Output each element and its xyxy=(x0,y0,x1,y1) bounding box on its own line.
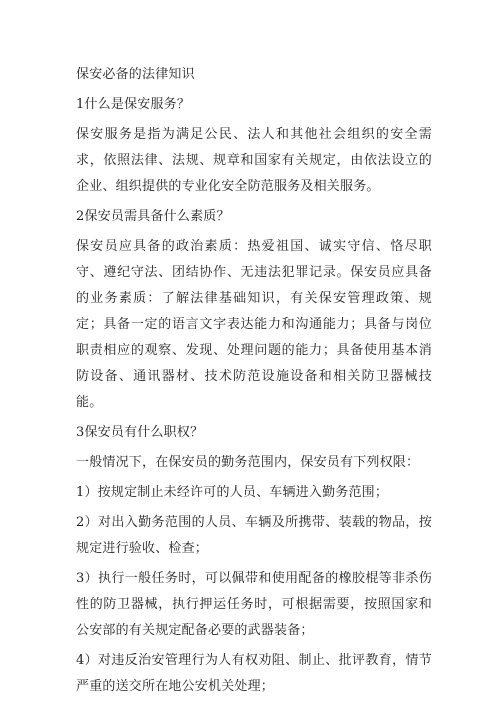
list-item-4: 4）对违反治安管理行为人有权劝阻、制止、批评教育，情节严重的送交所在地公安机关处理； xyxy=(76,653,432,694)
document-page xyxy=(76,62,432,704)
list-item-1: 1）按规定制止未经许可的人员、车辆进入勤务范围； xyxy=(76,485,389,500)
document-title: 保安必备的法律知识 xyxy=(76,67,195,82)
list-item-2: 2）对出入勤务范围的人员、车辆及所携带、装载的物品，按规定进行验收、检查； xyxy=(76,515,432,556)
question-1: 1什么是保安服务？ xyxy=(76,97,191,112)
answer-3-intro: 一般情况下，在保安员的勤务范围内，保安员有下列权限： xyxy=(76,455,420,470)
answer-1: 保安服务是指为满足公民、法人和其他社会组织的安全需求，依照法律、法规、规章和国家有关规定，由依法设立的企业、组织提供的专业化安全防范服务及相关服务。 xyxy=(76,127,432,194)
question-2: 2保安员需具备什么素质？ xyxy=(76,209,230,224)
answer-2: 保安员应具备的政治素质：热爱祖国、诚实守信、恪尽职守、遵纪守法、团结协作、无违法犯罪记录。保安员应具备的业务素质：了解法律基础知识，有关保安管理政策、规定；具备一定的语言文字表达能力和沟通能力；具备与岗位职责相应的观察、发现、处理问题的能力；具备使用基本消防设备、通讯器材、技术防范设施设备和相关防卫器械技能。 xyxy=(76,239,432,410)
question-3: 3保安员有什么职权？ xyxy=(76,425,204,440)
list-item-3: 3）执行一般任务时，可以佩带和使用配备的橡胶棍等非杀伤性的防卫器械，执行押运任务时，可根据需要，按照国家和公安部的有关规定配备必要的武器装备； xyxy=(76,571,432,638)
